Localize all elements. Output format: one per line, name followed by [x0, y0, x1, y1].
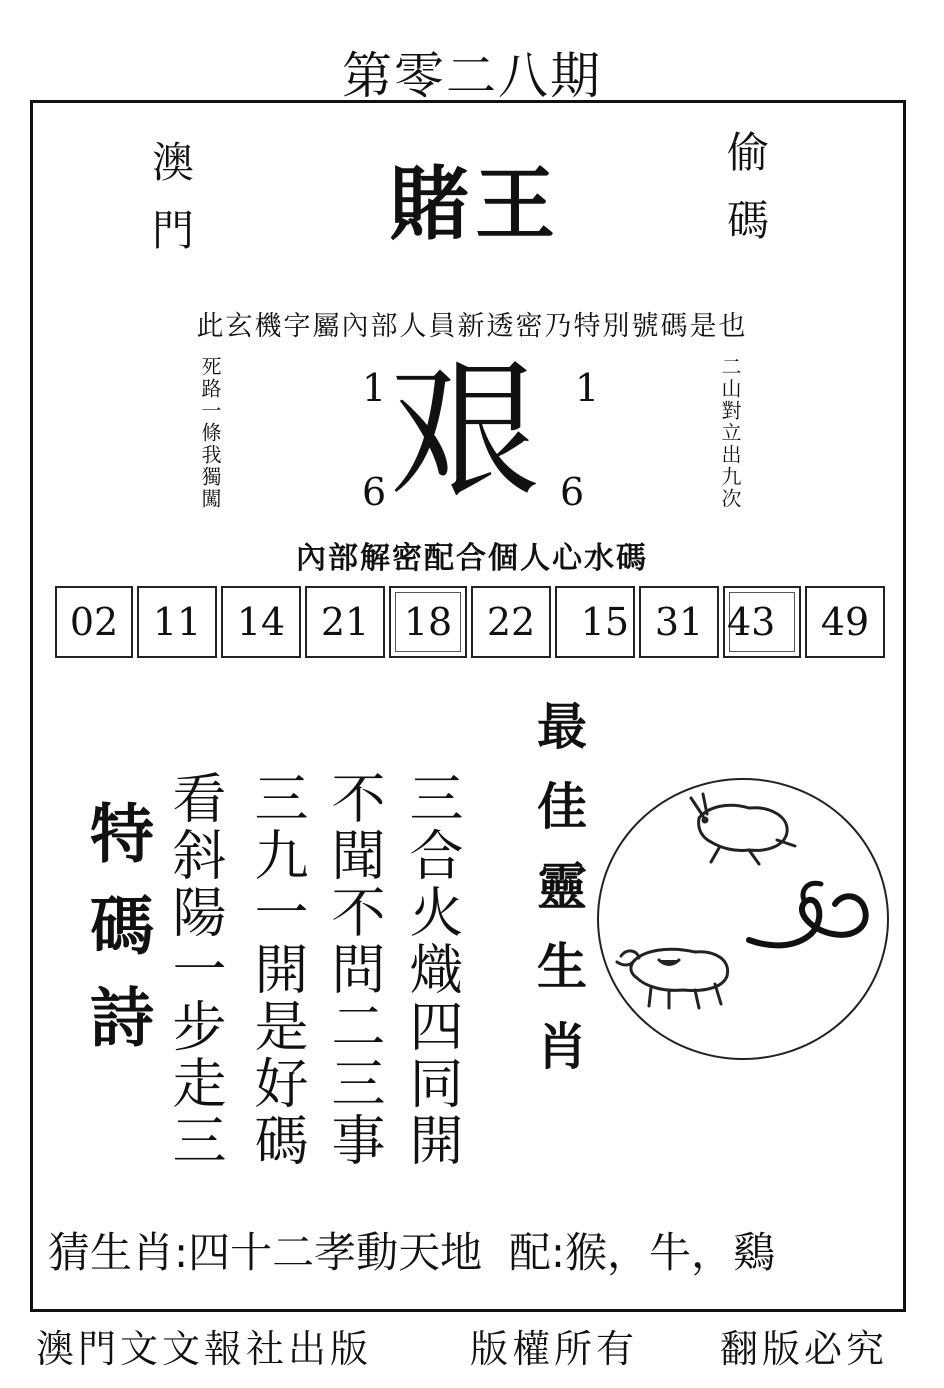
- right-vertical-hint: 二山對立出九次: [718, 356, 742, 510]
- guess-match-label: 配:: [508, 1228, 566, 1277]
- zodiac-illustration: [599, 780, 887, 1058]
- number-box: 31: [639, 586, 719, 658]
- footer-publisher: 澳門文文報社出版: [36, 1327, 373, 1371]
- snake-icon: [749, 883, 866, 945]
- number-box: 14: [221, 586, 301, 658]
- corner-number-top-right: 1: [575, 366, 600, 410]
- left-label: 澳門: [146, 140, 195, 276]
- poem-line-3: 三九一開是好碼: [246, 770, 309, 1169]
- center-character: 艰: [390, 345, 541, 519]
- left-vertical-hint: 死路一條我獨闖: [198, 356, 222, 510]
- guess-riddle: 四十二孝動天地: [188, 1228, 483, 1277]
- guess-answer: 猴，牛，鷄: [565, 1228, 776, 1277]
- numbers-heading: 內部解密配合個人心水碼: [296, 541, 648, 576]
- ox-icon: [617, 949, 728, 1008]
- number-row: [55, 586, 885, 660]
- number-box: 43: [723, 586, 801, 658]
- guess-label: 猜生肖:: [48, 1228, 189, 1277]
- poem-line-4: 看斜陽一步走三: [164, 770, 227, 1169]
- tagline: 此玄機字屬內部人員新透密乃特別號碼是也: [196, 311, 748, 342]
- number-box: 21: [305, 586, 385, 658]
- corner-number-bottom-right: 6: [560, 470, 585, 514]
- number-box: 18: [389, 586, 467, 658]
- card-frame: [30, 100, 906, 1312]
- number-box: 49: [805, 586, 885, 658]
- number-box: 15: [555, 586, 635, 658]
- right-label: 偷碼: [721, 130, 770, 266]
- zodiac-circle: [597, 778, 889, 1060]
- number-box: 11: [137, 586, 217, 658]
- corner-number-top-left: 1: [362, 366, 387, 410]
- poem-line-2: 不聞不問二三事: [323, 770, 386, 1169]
- poem-title: 特碼詩: [79, 800, 153, 1076]
- issue-title: 第零二八期: [342, 47, 602, 105]
- poem-line-1: 三合火熾四同開: [401, 770, 464, 1169]
- footer-warning: 翻版必究: [720, 1327, 889, 1371]
- corner-number-bottom-left: 6: [362, 470, 387, 514]
- footer-copyright: 版權所有: [470, 1327, 639, 1371]
- card-title: 賭王: [389, 158, 561, 251]
- guess-line: [48, 1220, 775, 1280]
- best-zodiac-label: 最佳靈生肖: [529, 700, 587, 1100]
- rabbit-icon: [691, 794, 795, 864]
- number-box: 02: [55, 586, 133, 658]
- number-box: 22: [471, 586, 551, 658]
